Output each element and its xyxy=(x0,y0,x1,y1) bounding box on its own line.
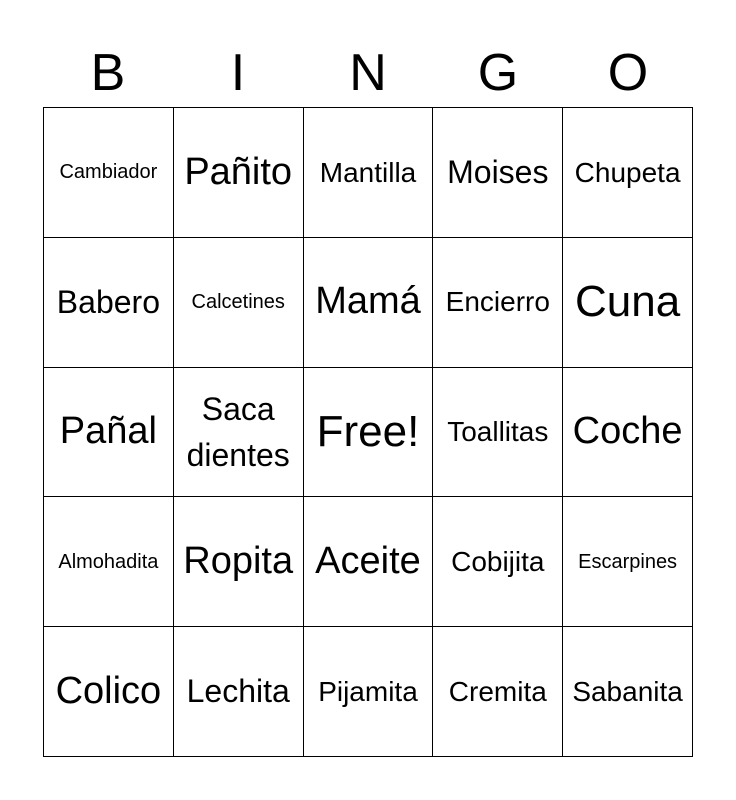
bingo-cell[interactable] xyxy=(433,497,563,627)
cell-label: Colico xyxy=(55,669,162,712)
header-letter-i: I xyxy=(230,44,246,102)
bingo-cell[interactable] xyxy=(174,108,304,238)
header-letter-g: G xyxy=(477,44,519,102)
cell-label: Calcetines xyxy=(191,291,285,314)
cell-label: Aceite xyxy=(315,539,421,582)
free-cell[interactable] xyxy=(304,368,434,498)
cell-label: Ropita xyxy=(183,539,294,582)
cell-label: Cobijita xyxy=(451,545,545,577)
header-letter-n: N xyxy=(349,44,387,102)
bingo-cell[interactable] xyxy=(174,238,304,368)
bingo-cell[interactable] xyxy=(563,497,693,627)
bingo-cell[interactable] xyxy=(44,627,174,757)
bingo-cell[interactable] xyxy=(563,108,693,238)
cell-label: Babero xyxy=(56,284,160,320)
cell-label: Almohadita xyxy=(58,550,159,573)
bingo-cell[interactable] xyxy=(304,108,434,238)
cell-label: Escarpines xyxy=(578,550,678,573)
bingo-board xyxy=(43,107,693,757)
bingo-cell[interactable] xyxy=(563,627,693,757)
cell-label: Mamá xyxy=(315,280,421,323)
bingo-cell[interactable] xyxy=(304,627,434,757)
cell-label: Sabanita xyxy=(572,675,683,707)
cell-label: Lechita xyxy=(186,673,290,710)
bingo-header xyxy=(43,40,693,106)
bingo-cell[interactable] xyxy=(433,108,563,238)
cell-label: Cuna xyxy=(575,276,681,326)
bingo-cell[interactable] xyxy=(174,627,304,757)
bingo-cell[interactable] xyxy=(44,108,174,238)
bingo-cell[interactable] xyxy=(174,497,304,627)
bingo-cell[interactable] xyxy=(44,238,174,368)
bingo-cell[interactable] xyxy=(433,238,563,368)
cell-label: Pañal xyxy=(59,410,157,453)
cell-label: Saca dientes xyxy=(186,390,290,473)
header-letter-o: O xyxy=(607,44,649,102)
cell-label: Cambiador xyxy=(59,161,158,184)
cell-label: Coche xyxy=(572,410,683,453)
free-label: Free! xyxy=(316,406,420,456)
bingo-cell[interactable] xyxy=(433,368,563,498)
cell-label: Chupeta xyxy=(574,156,681,188)
cell-label: Moises xyxy=(447,154,549,191)
cell-label: Pañito xyxy=(184,150,293,193)
cell-label: Cremita xyxy=(448,675,547,707)
bingo-cell[interactable] xyxy=(563,368,693,498)
bingo-cell[interactable] xyxy=(174,368,304,498)
bingo-cell[interactable] xyxy=(304,497,434,627)
bingo-cell[interactable] xyxy=(44,497,174,627)
bingo-cell[interactable] xyxy=(44,368,174,498)
bingo-cell[interactable] xyxy=(433,627,563,757)
bingo-cell[interactable] xyxy=(563,238,693,368)
cell-label: Encierro xyxy=(445,286,550,318)
header-letter-b: B xyxy=(90,44,126,102)
bingo-cell[interactable] xyxy=(304,238,434,368)
cell-label: Toallitas xyxy=(447,416,549,448)
cell-label: Pijamita xyxy=(318,675,418,707)
cell-label: Mantilla xyxy=(319,156,417,188)
